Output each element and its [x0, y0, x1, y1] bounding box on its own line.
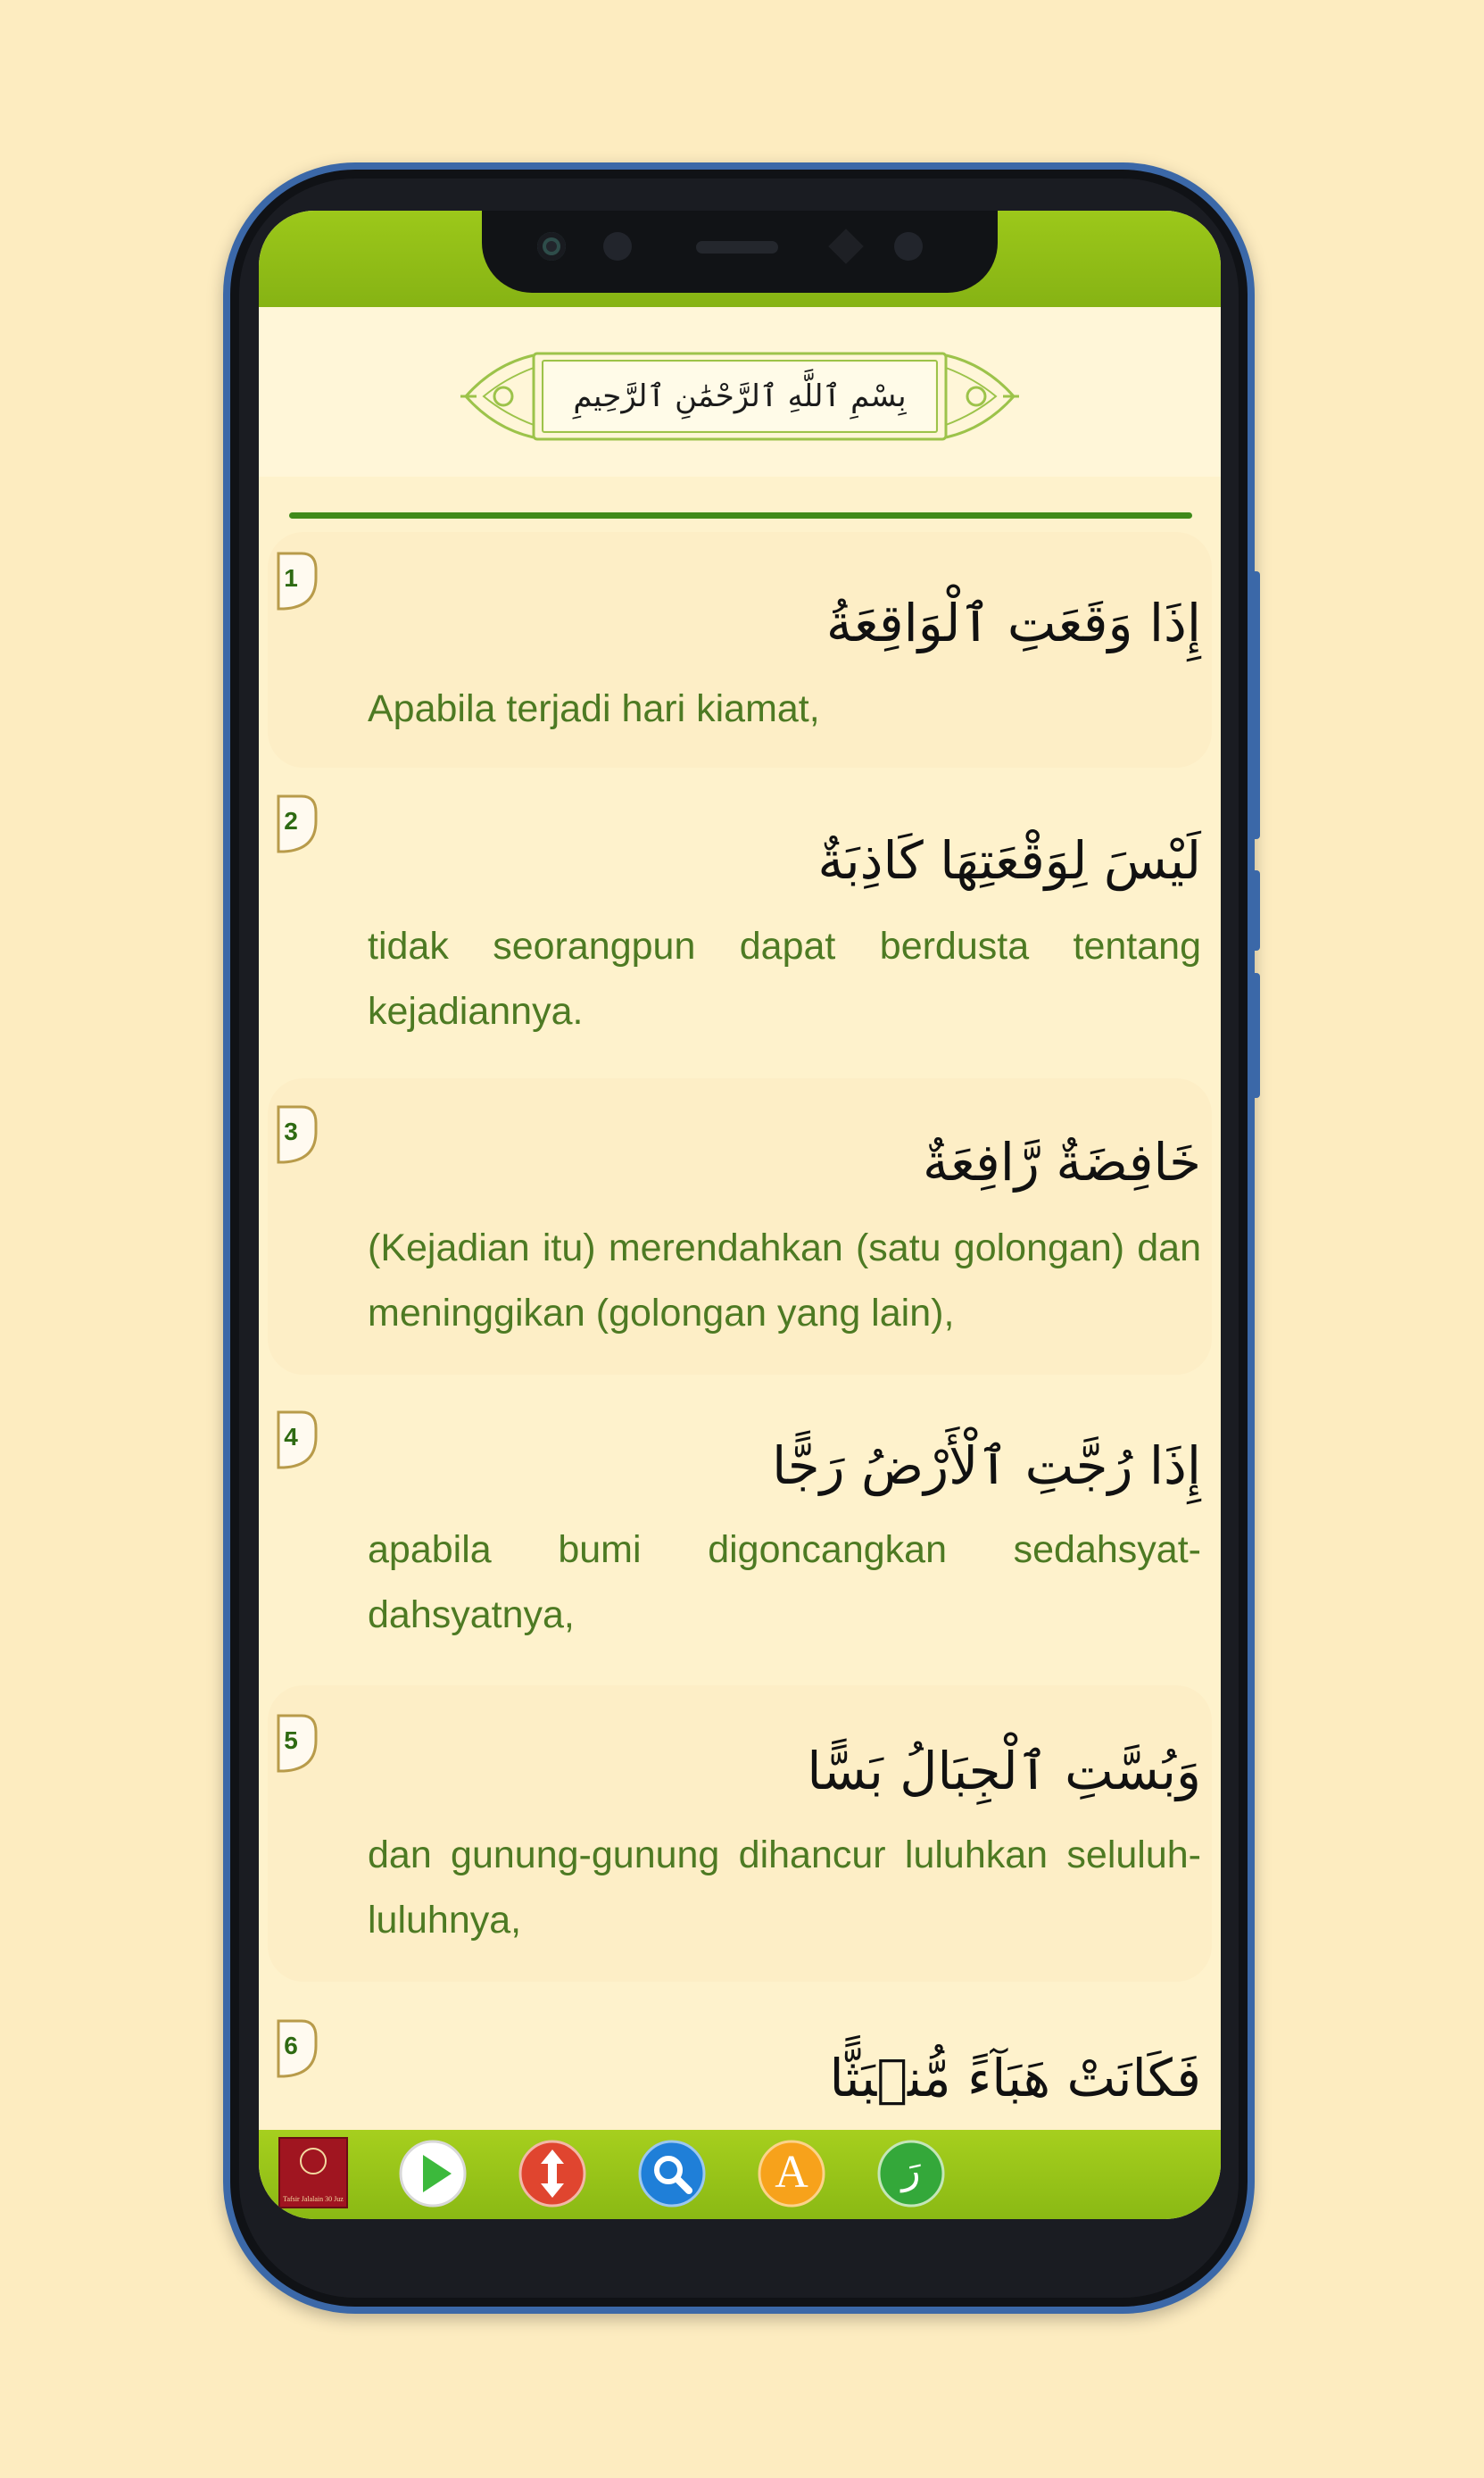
- front-camera-icon: [537, 232, 566, 261]
- power-button: [1251, 973, 1260, 1098]
- proximity-sensor-icon: [828, 229, 864, 264]
- basmala-text: بِسْمِ ٱللَّهِ ٱلرَّحْمَٰنِ ٱلرَّحِيمِ: [573, 378, 907, 414]
- verse-item[interactable]: [268, 1685, 1212, 1982]
- search-button[interactable]: [637, 2139, 707, 2208]
- basmala-banner: [459, 346, 1021, 446]
- surah-header: [259, 307, 1221, 477]
- verse-translation: dan gunung-gunung dihancur luluhkan seluluh-luluhnya,: [368, 1834, 1201, 1942]
- phone-screen: [259, 211, 1221, 2219]
- verse-arabic-text: إِذَا رُجَّتِ ٱلْأَرْضُ رَجًّا: [772, 1435, 1201, 1496]
- bottom-toolbar: [259, 2130, 1221, 2219]
- verse-arabic-text: فَكَانَتْ هَبَآءً مُّنۢبَثًّا: [829, 2048, 1201, 2108]
- verse-translation: Apabila terjadi hari kiamat,: [368, 687, 820, 730]
- verse-list[interactable]: [268, 525, 1212, 2150]
- verse-arabic-text: لَيْسَ لِوَقْعَتِهَا كَاذِبَةٌ: [817, 830, 1201, 891]
- header-divider: [289, 512, 1192, 519]
- arabic-letter-icon: رَ: [901, 2148, 921, 2193]
- verse-item[interactable]: [268, 1078, 1212, 1375]
- verse-arabic-text: إِذَا وَقَعَتِ ٱلْوَاقِعَةُ: [825, 593, 1201, 653]
- verse-arabic-text: وَبُسَّتِ ٱلْجِبَالُ بَسًّا: [807, 1741, 1201, 1801]
- verse-item[interactable]: [268, 1382, 1212, 1678]
- scroll-toggle-button[interactable]: [518, 2139, 587, 2208]
- arabic-setting-button[interactable]: [876, 2139, 946, 2208]
- volume-button: [1251, 571, 1260, 839]
- verse-item[interactable]: [268, 775, 1212, 1071]
- sensor-dot-icon: [894, 232, 923, 261]
- book-cover-button[interactable]: [278, 2137, 348, 2208]
- verse-arabic-text: خَافِضَةٌ رَّافِعَةٌ: [922, 1132, 1201, 1193]
- side-key: [1251, 870, 1260, 951]
- font-letter-icon: A: [775, 2147, 808, 2198]
- verse-number-badge: 5: [275, 1714, 319, 1773]
- verse-number-badge: 6: [275, 2019, 319, 2078]
- verse-translation: apabila bumi digoncangkan sedahsyat-dahsyatnya,: [368, 1528, 1201, 1636]
- book-emblem-icon: [300, 2148, 327, 2174]
- camera-notch: [482, 211, 998, 293]
- book-cover-label: Tafsir Jalalain 30 Juz: [283, 2195, 344, 2203]
- verse-number-badge: 1: [275, 552, 319, 611]
- verse-translation: (Kejadian itu) merendahkan (satu golongan) dan meninggikan (golongan yang lain),: [368, 1227, 1201, 1335]
- verse-item[interactable]: [268, 532, 1212, 768]
- verse-translation: tidak seorangpun dapat berdusta tentang kejadiannya.: [368, 925, 1201, 1033]
- verse-item[interactable]: [268, 1989, 1212, 2150]
- verse-number-badge: 2: [275, 794, 319, 853]
- verse-number-badge: 4: [275, 1410, 319, 1469]
- font-size-button[interactable]: [757, 2139, 826, 2208]
- earpiece-speaker: [696, 241, 778, 254]
- verse-number-badge: 3: [275, 1105, 319, 1164]
- sensor-dot-icon: [603, 232, 632, 261]
- play-button[interactable]: [398, 2139, 468, 2208]
